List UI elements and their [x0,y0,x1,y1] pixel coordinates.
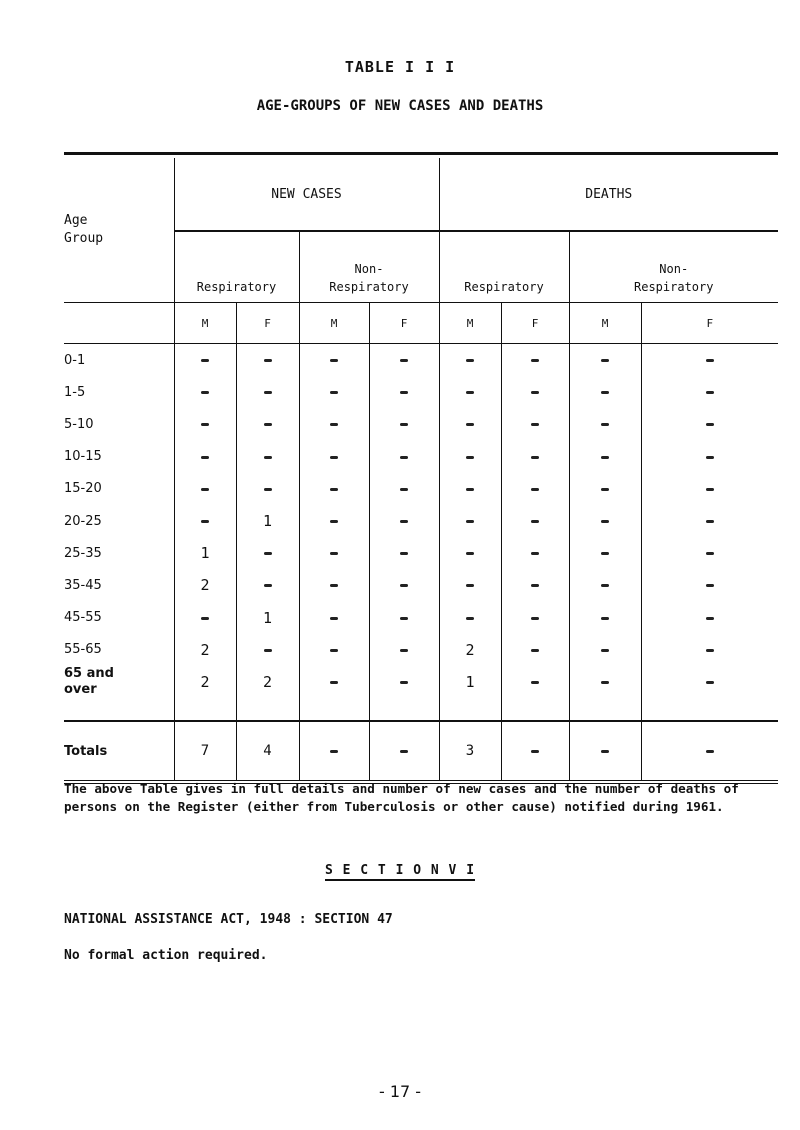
nil-dash [400,456,408,459]
value-cell [369,376,439,408]
value-cell [569,537,641,569]
value-cell: 2 [174,634,236,666]
nil-dash [466,617,474,620]
value-cell [236,441,299,473]
totals-label: Totals [64,721,174,782]
value-cell [501,344,569,377]
value-cell [369,408,439,440]
value-cell [641,344,778,377]
nil-dash [330,359,338,362]
nil-dash [531,552,539,555]
table-row [64,505,778,537]
value-cell [174,602,236,634]
nil-dash [706,391,714,394]
total-cell: 4 [236,721,299,782]
total-cell [501,721,569,782]
table-row [64,634,778,666]
deaths-non-respiratory-header: Non- Respiratory [634,262,714,294]
nil-dash [706,359,714,362]
value-cell [369,602,439,634]
nil-dash [601,488,609,491]
nil-dash [601,584,609,587]
value-cell [569,505,641,537]
page-number: - 17 - [378,1082,422,1101]
nil-dash [330,649,338,652]
table-title: TABLE I I I [344,58,456,76]
value-cell [439,505,501,537]
nil-dash [330,520,338,523]
value-cell: 1 [439,666,501,698]
nil-dash [706,617,714,620]
nil-dash [400,423,408,426]
value-cell [369,537,439,569]
nil-dash [531,488,539,491]
value-cell [236,344,299,377]
value-cell [569,408,641,440]
m-header: M [439,303,501,344]
nil-dash [531,649,539,652]
nil-dash [706,681,714,684]
nil-dash [201,456,209,459]
value-cell [569,666,641,698]
nil-dash [264,552,272,555]
nil-dash [201,520,209,523]
age-group-cell: 0-1 [64,344,174,377]
total-cell: 3 [439,721,501,782]
nil-dash [330,456,338,459]
nil-dash [400,649,408,652]
age-group-cell: 20-25 [64,505,174,537]
nil-dash [531,520,539,523]
nil-dash [601,552,609,555]
value-cell: 2 [439,634,501,666]
nil-dash [531,391,539,394]
table-row [64,473,778,505]
age-group-cell: 15-20 [64,473,174,505]
value-cell [501,473,569,505]
value-cell: 2 [236,666,299,698]
value-cell [439,537,501,569]
value-cell [569,634,641,666]
nil-dash [466,520,474,523]
value-cell [299,602,369,634]
value-cell: 1 [236,602,299,634]
nil-dash [601,649,609,652]
nil-dash [601,423,609,426]
value-cell [174,441,236,473]
table-row [64,441,778,473]
value-cell [299,634,369,666]
nil-dash [264,359,272,362]
m-header: M [569,303,641,344]
value-cell [641,634,778,666]
nil-dash [466,359,474,362]
value-cell [299,537,369,569]
nil-dash [706,552,714,555]
nil-dash [531,584,539,587]
value-cell [439,408,501,440]
value-cell [299,569,369,601]
new-cases-header: NEW CASES [174,158,439,231]
table-row [64,569,778,601]
total-cell: 7 [174,721,236,782]
value-cell [174,408,236,440]
value-cell [174,473,236,505]
table-body [64,344,778,699]
new-non-respiratory-header: Non- Respiratory [299,231,439,303]
value-cell [439,441,501,473]
value-cell [369,473,439,505]
value-cell [501,505,569,537]
value-cell [299,505,369,537]
value-cell [299,344,369,377]
value-cell [501,441,569,473]
nil-dash [601,617,609,620]
value-cell [641,569,778,601]
m-header: M [299,303,369,344]
value-cell [569,569,641,601]
nil-dash [531,359,539,362]
value-cell [369,441,439,473]
nil-dash [531,750,539,753]
f-header: F [236,303,299,344]
nil-dash [400,617,408,620]
table-row [64,602,778,634]
totals-row [64,721,778,782]
nil-dash [330,488,338,491]
value-cell [641,408,778,440]
nil-dash [400,584,408,587]
table-row [64,666,778,698]
nil-dash [531,617,539,620]
value-cell [174,505,236,537]
nil-dash [400,681,408,684]
nil-dash [601,520,609,523]
value-cell [236,569,299,601]
nil-dash [466,423,474,426]
value-cell [174,344,236,377]
value-cell: 1 [174,537,236,569]
nil-dash [466,391,474,394]
value-cell [439,473,501,505]
value-cell [501,634,569,666]
value-cell [569,344,641,377]
nil-dash [330,681,338,684]
value-cell [641,602,778,634]
value-cell: 1 [236,505,299,537]
nil-dash [201,391,209,394]
nil-dash [601,359,609,362]
nil-dash [330,552,338,555]
value-cell [174,376,236,408]
nil-dash [400,359,408,362]
value-cell [236,537,299,569]
nil-dash [706,584,714,587]
nil-dash [706,488,714,491]
sex-header-row [64,303,778,344]
value-cell [236,408,299,440]
value-cell [501,602,569,634]
value-cell [299,408,369,440]
nil-dash [330,584,338,587]
nil-dash [706,750,714,753]
value-cell [299,441,369,473]
nil-dash [466,456,474,459]
value-cell [501,666,569,698]
value-cell [641,505,778,537]
f-header: F [369,303,439,344]
value-cell [236,634,299,666]
nil-dash [330,750,338,753]
age-group-cell: 45-55 [64,602,174,634]
nil-dash [601,750,609,753]
nil-dash [531,681,539,684]
nil-dash [264,391,272,394]
nil-dash [531,456,539,459]
age-groups-table [64,152,778,784]
nil-dash [400,391,408,394]
table-subtitle: AGE-GROUPS OF NEW CASES AND DEATHS [256,98,544,114]
age-group-cell: 10-15 [64,441,174,473]
value-cell [641,441,778,473]
nil-dash [601,456,609,459]
total-cell [641,721,778,782]
deaths-header: DEATHS [439,158,778,231]
nil-dash [706,520,714,523]
value-cell [569,441,641,473]
total-cell [569,721,641,782]
nil-dash [264,488,272,491]
value-cell [299,376,369,408]
nil-dash [264,584,272,587]
nil-dash [201,617,209,620]
value-cell [236,473,299,505]
nil-dash [601,681,609,684]
deaths-respiratory-header: Respiratory [439,231,569,303]
nil-dash [466,552,474,555]
value-cell [369,569,439,601]
nil-dash [400,520,408,523]
f-header: F [501,303,569,344]
value-cell [501,408,569,440]
value-cell [641,537,778,569]
act-reference: NATIONAL ASSISTANCE ACT, 1948 : SECTION 47 [64,912,393,927]
nil-dash [706,456,714,459]
age-group-cell: 65 and over [64,666,174,698]
value-cell [299,666,369,698]
value-cell [501,569,569,601]
table-row [64,537,778,569]
value-cell [369,666,439,698]
table-row [64,376,778,408]
nil-dash [531,423,539,426]
value-cell [369,634,439,666]
total-cell [369,721,439,782]
f-header: F [641,303,778,344]
nil-dash [466,584,474,587]
age-group-cell: 25-35 [64,537,174,569]
value-cell [439,602,501,634]
nil-dash [706,649,714,652]
value-cell [236,376,299,408]
nil-dash [330,617,338,620]
m-header: M [174,303,236,344]
value-cell [641,473,778,505]
value-cell [641,376,778,408]
nil-dash [400,488,408,491]
age-group-header: Age Group [64,158,174,303]
age-group-cell: 5-10 [64,408,174,440]
table-row [64,344,778,377]
no-action-note: No formal action required. [64,948,268,963]
age-group-cell: 55-65 [64,634,174,666]
value-cell: 2 [174,666,236,698]
value-cell [641,666,778,698]
new-respiratory-header: Respiratory [174,231,299,303]
nil-dash [264,456,272,459]
nil-dash [201,488,209,491]
value-cell [369,344,439,377]
nil-dash [264,423,272,426]
value-cell [501,537,569,569]
value-cell [299,473,369,505]
section-heading: S E C T I O N V I [0,863,800,878]
value-cell [569,473,641,505]
table-row [64,408,778,440]
total-cell [299,721,369,782]
nil-dash [400,750,408,753]
nil-dash [201,423,209,426]
nil-dash [601,391,609,394]
table-explanation: The above Table gives in full details and number of new cases and the number of deaths of persons on the Register (either from Tuberculosis or other cause) notified during 1961. [64,781,739,814]
value-cell: 2 [174,569,236,601]
age-group-cell: 1-5 [64,376,174,408]
value-cell [569,376,641,408]
age-group-cell: 35-45 [64,569,174,601]
value-cell [369,505,439,537]
nil-dash [706,423,714,426]
value-cell [439,344,501,377]
nil-dash [466,488,474,491]
value-cell [569,602,641,634]
value-cell [501,376,569,408]
nil-dash [264,649,272,652]
nil-dash [330,423,338,426]
nil-dash [330,391,338,394]
value-cell [439,376,501,408]
nil-dash [400,552,408,555]
value-cell [439,569,501,601]
nil-dash [201,359,209,362]
